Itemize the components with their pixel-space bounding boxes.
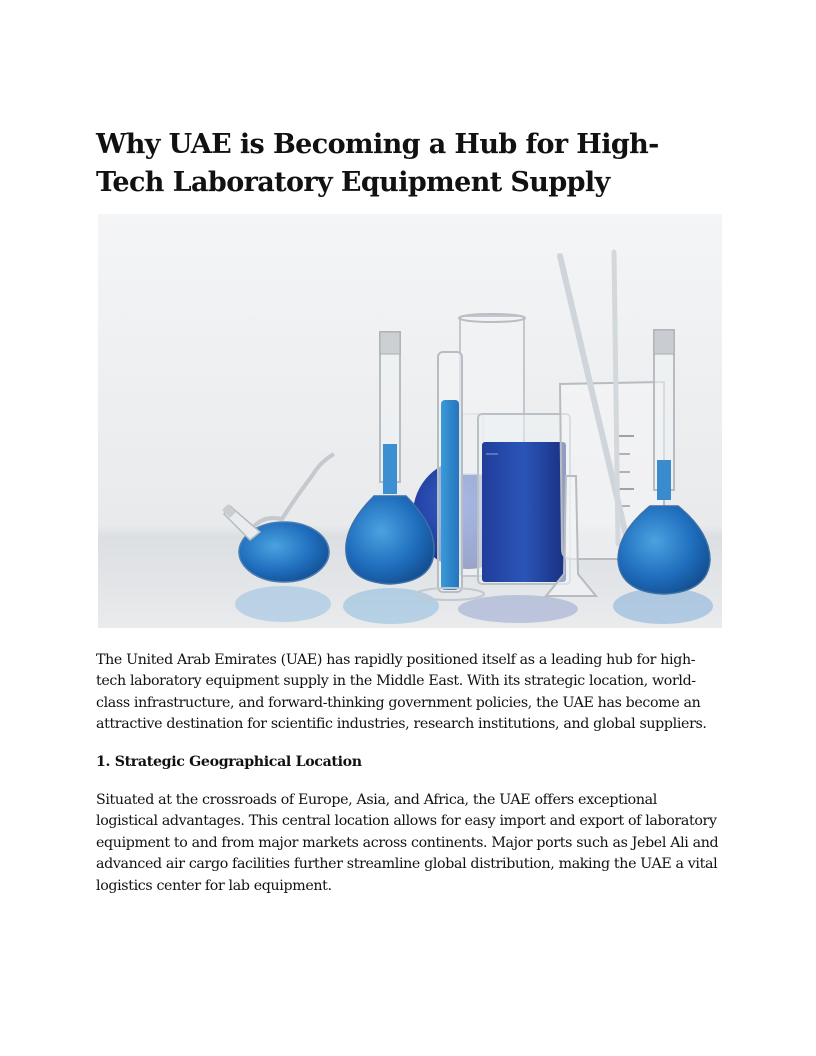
lab-glassware-image xyxy=(98,214,722,628)
section-paragraph: Situated at the crossroads of Europe, Asia, and Africa, the UAE offers exceptional logistical advantages. This central location allows for easy import and export of laboratory equipment to and from major markets across continents. Major ports such as Jebel Ali and advanced air cargo facilities further streamline global distribution, making the UAE a vital logistics center for lab equipment. xyxy=(96,792,719,894)
intro-paragraph: The United Arab Emirates (UAE) has rapidly positioned itself as a leading hub for high-tech laboratory equipment supply in the Middle East. With its strategic location, world-class infrastructure, and forward-thinking government policies, the UAE has become an attractive destination for scientific industries, research institutions, and global suppliers. xyxy=(96,652,707,733)
beaker-blue xyxy=(478,414,570,584)
section-heading: 1. Strategic Geographical Location xyxy=(96,754,362,770)
article-title: Why UAE is Becoming a Hub for High-Tech Laboratory Equipment Supply xyxy=(96,129,659,198)
glassware-illustration xyxy=(98,214,722,628)
